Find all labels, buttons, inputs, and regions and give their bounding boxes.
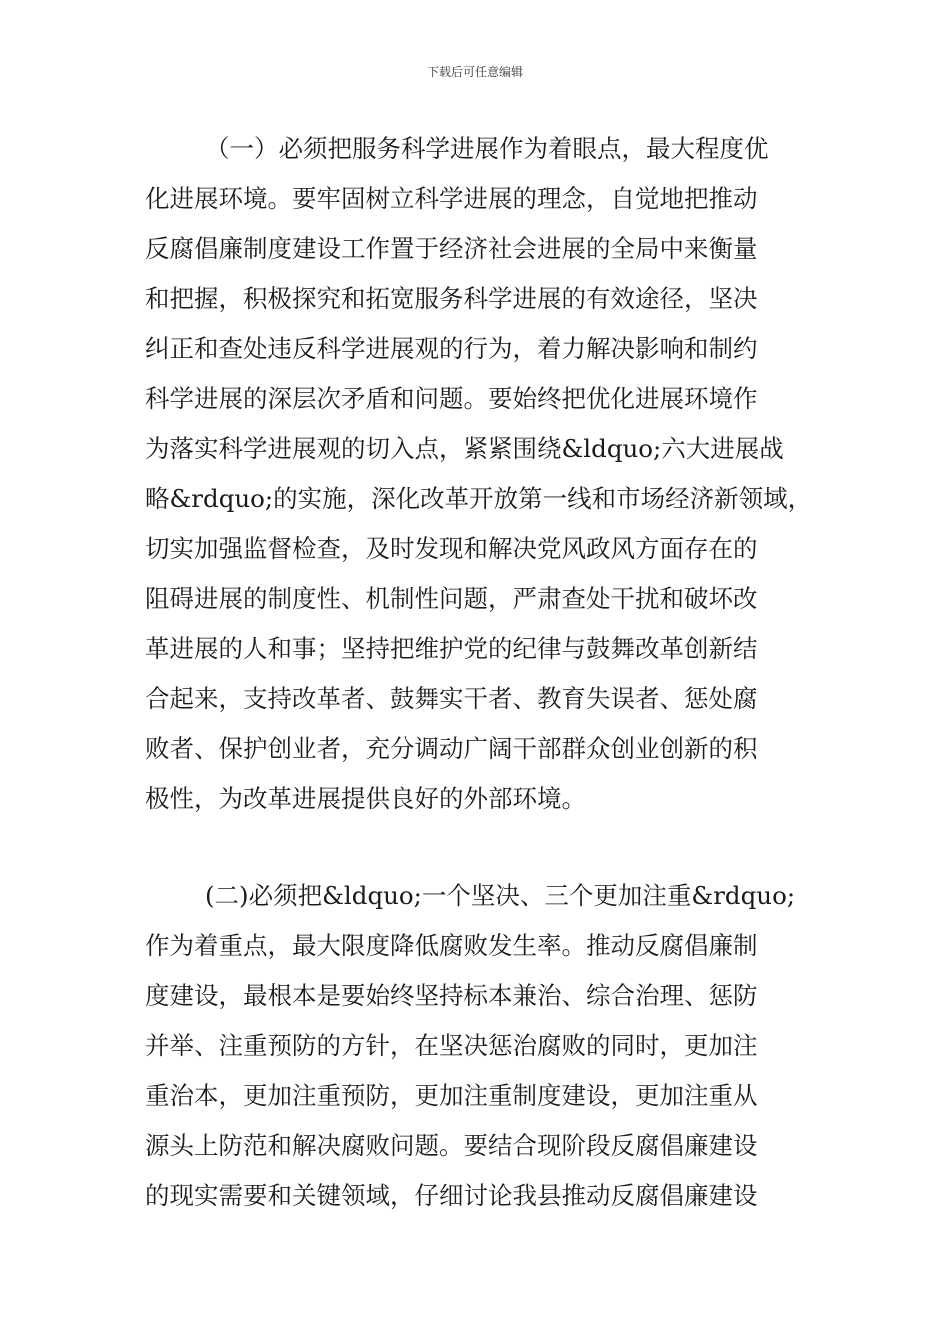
text-line: 源头上防范和解决腐败问题。要结合现阶段反腐倡廉建设	[145, 1131, 758, 1160]
text-line: 和把握，积极探究和拓宽服务科学进展的有效途径，坚决	[145, 284, 758, 313]
page-header-note: 下载后可任意编辑	[426, 65, 523, 79]
text-line: 纠正和查处违反科学进展观的行为，着力解决影响和制约	[145, 334, 758, 363]
text-line: 科学进展的深层次矛盾和问题。要始终把优化进展环境作	[145, 384, 758, 413]
text-line: 切实加强监督检查，及时发现和解决党风政风方面存在的	[145, 534, 758, 563]
text-line: 败者、保护创业者，充分调动广阔干部群众创业创新的积	[145, 734, 758, 763]
text-line: 略&rdquo;的实施，深化改革开放第一线和市场经济新领域，	[145, 484, 813, 513]
text-line: 为落实科学进展观的切入点，紧紧围绕&ldquo;六大进展战	[145, 434, 784, 463]
paragraph-2	[145, 871, 825, 1221]
text-line: 的现实需要和关键领域，仔细讨论我县推动反腐倡廉建设	[145, 1181, 758, 1210]
text-line: （一）必须把服务科学进展作为着眼点，最大程度优	[205, 134, 769, 163]
text-line: 反腐倡廉制度建设工作置于经济社会进展的全局中来衡量	[145, 234, 758, 263]
text-line: (二)必须把&ldquo;一个坚决、三个更加注重&rdquo;	[205, 881, 796, 910]
text-line: 化进展环境。要牢固树立科学进展的理念，自觉地把推动	[145, 184, 758, 213]
text-line: 革进展的人和事；坚持把维护党的纪律与鼓舞改革创新结	[145, 634, 758, 663]
text-line: 阻碍进展的制度性、机制性问题，严肃查处干扰和破坏改	[145, 584, 758, 613]
text-line: 合起来，支持改革者、鼓舞实干者、教育失误者、惩处腐	[145, 684, 758, 713]
text-line: 极性，为改革进展提供良好的外部环境。	[145, 784, 586, 813]
text-line: 度建设，最根本是要始终坚持标本兼治、综合治理、惩防	[145, 981, 758, 1010]
text-line: 重治本，更加注重预防，更加注重制度建设，更加注重从	[145, 1081, 758, 1110]
paragraph-1	[145, 124, 825, 824]
text-line: 并举、注重预防的方针，在坚决惩治腐败的同时，更加注	[145, 1031, 758, 1060]
text-line: 作为着重点，最大限度降低腐败发生率。推动反腐倡廉制	[145, 931, 758, 960]
